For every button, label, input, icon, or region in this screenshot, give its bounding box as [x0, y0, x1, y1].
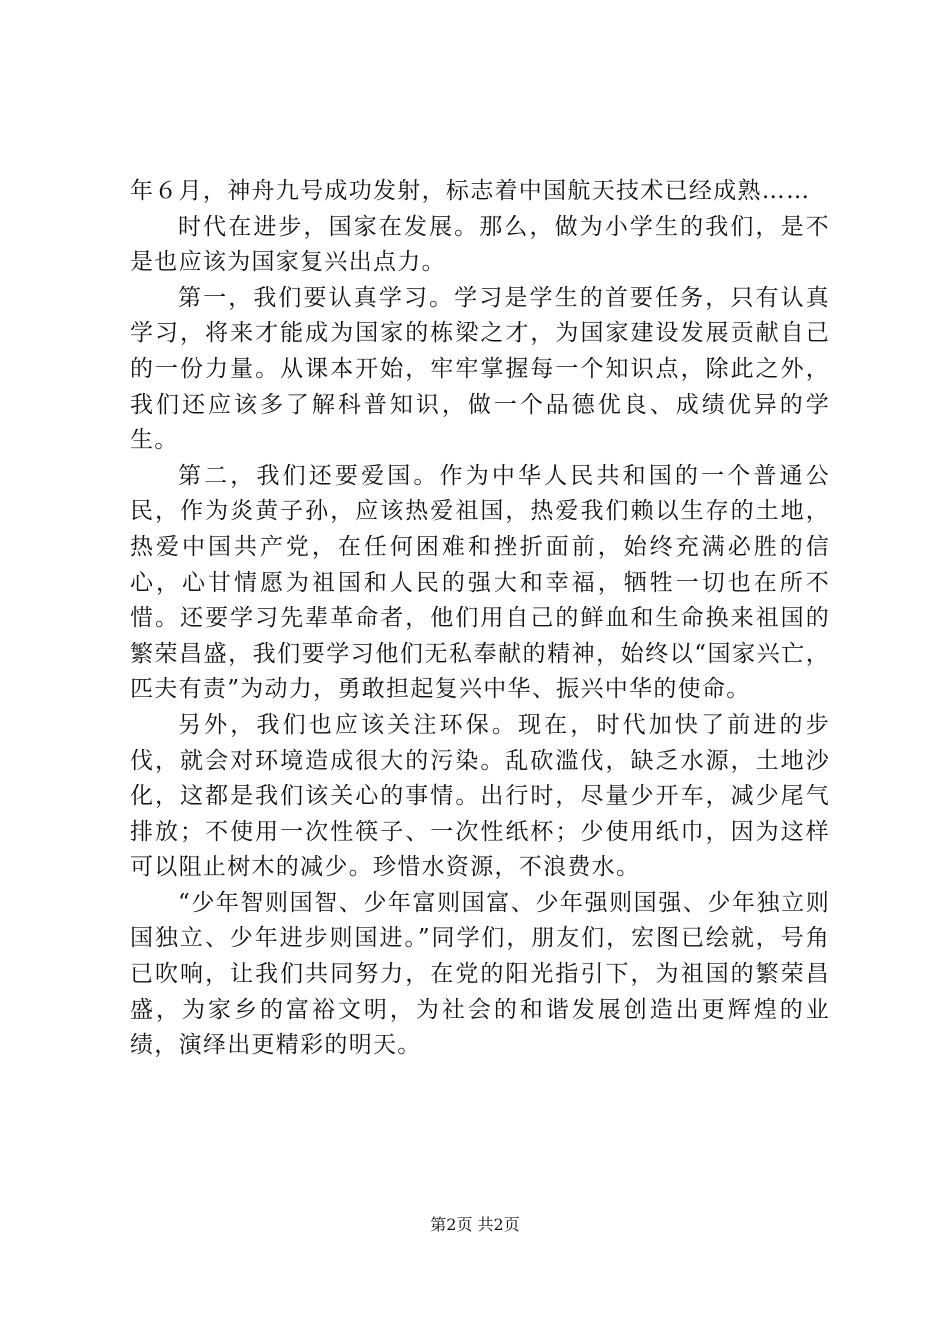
paragraph: 第二，我们还要爱国。作为中华人民共和国的一个普通公民，作为炎黄子孙，应该热爱祖国，热爱我们赖以生存的土地，热爱中国共产党，在任何困难和挫折面前，始终充满必胜的信心，心甘情愿为祖国和人民的强大和幸福，牺牲一切也在所不惜。还要学习先辈革命者，他们用自己的鲜血和生命换来祖国的繁荣昌盛，我们要学习他们无私奉献的精神，始终以“国家兴亡，匹夫有责”为动力，勇敢担起复兴中华、振兴中华的使命。 — [130, 462, 830, 703]
paragraph: 第一，我们要认真学习。学习是学生的首要任务，只有认真学习，将来才能成为国家的栋梁之才，为国家建设发展贡献自己的一份力量。从课本开始，牢牢掌握每一个知识点，除此之外，我们还应该多了解科普知识，做一个品德优良、成绩优异的学生。 — [130, 284, 830, 454]
paragraph-continuation: 年６月，神舟九号成功发射，标志着中国航天技术已经成熟…… — [130, 178, 811, 204]
paragraph: “少年智则国智、少年富则国富、少年强则国强、少年独立则国独立、少年进步则国进。”同学们，朋友们，宏图已绘就，号角已吹响，让我们共同努力，在党的阳光指引下，为祖国的繁荣昌盛，为家乡的富裕文明，为社会的和谐发展创造出更辉煌的业绩，演绎出更精彩的明天。 — [130, 889, 830, 1059]
body-text — [130, 174, 830, 1064]
paragraph: 时代在进步，国家在发展。那么，做为小学生的我们，是不是也应该为国家复兴出点力。 — [130, 213, 830, 276]
paragraph: 另外，我们也应该关注环保。现在，时代加快了前进的步伐，就会对环境造成很大的污染。乱砍滥伐，缺乏水源，土地沙化，这都是我们该关心的事情。出行时，尽量少开车，减少尾气排放；不使用一次性筷子、一次性纸杯；少使用纸巾，因为这样可以阻止树木的减少。珍惜水资源，不浪费水。 — [130, 711, 830, 881]
page-footer: 第2页 共2页 — [430, 1215, 520, 1234]
